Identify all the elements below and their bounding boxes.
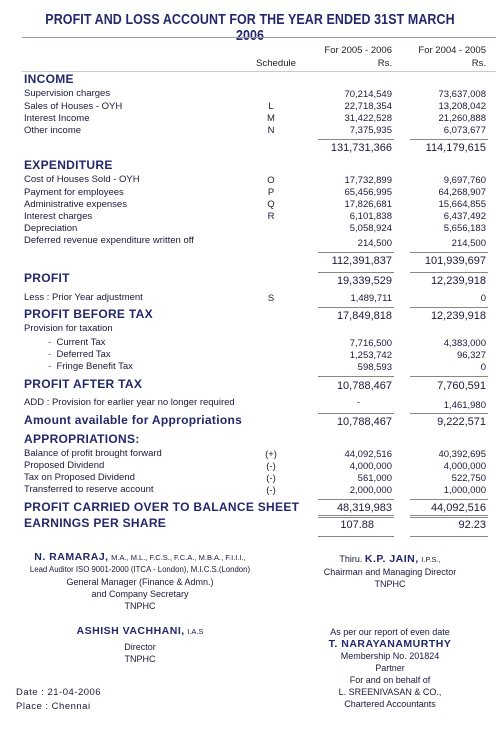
signatory-name: T. NARAYANAMURTHY bbox=[328, 638, 452, 650]
eps-y2: 92.23 bbox=[458, 519, 486, 531]
income-y1: 7,375,935 bbox=[349, 125, 392, 136]
prior-year-schedule: S bbox=[267, 293, 275, 304]
income-y2: 73,637,008 bbox=[438, 89, 486, 100]
provision-item-y2: 0 bbox=[480, 362, 486, 373]
expenditure-label: Depreciation bbox=[24, 223, 78, 234]
appropriation-y1: 2,000,000 bbox=[349, 485, 392, 496]
year2-header: For 2004 - 2005 bbox=[418, 45, 486, 56]
provision-label: Provision for taxation bbox=[24, 323, 113, 334]
expenditure-y1: 6,101,838 bbox=[349, 211, 392, 222]
income-total-rule bbox=[318, 139, 394, 140]
income-y2: 21,260,888 bbox=[438, 113, 486, 124]
appropriation-sign: (+) bbox=[265, 449, 277, 460]
profit-rule bbox=[318, 272, 394, 273]
expenditure-y2: 5,656,183 bbox=[443, 223, 486, 234]
add-provision-y1: - bbox=[356, 397, 360, 408]
signatory-line: Membership No. 201824 bbox=[340, 651, 440, 661]
signatory-line: TNPHC bbox=[124, 654, 156, 664]
signatory-name: ASHISH VACHHANI, bbox=[76, 625, 185, 637]
carried-heading: PROFIT CARRIED OVER TO BALANCE SHEET bbox=[24, 500, 300, 514]
prior-year-label: Less : Prior Year adjustment bbox=[24, 292, 143, 303]
appropriation-sign: (-) bbox=[266, 461, 276, 472]
signatory-quals: I.P.S., bbox=[421, 555, 441, 564]
pat-rule bbox=[410, 376, 488, 377]
appropriation-y1: 561,000 bbox=[357, 473, 392, 484]
available-heading: Amount available for Appropriations bbox=[24, 413, 243, 427]
income-schedule: L bbox=[268, 101, 274, 112]
income-total-y1: 131,731,366 bbox=[330, 142, 392, 154]
expenditure-y2: 6,437,492 bbox=[443, 211, 486, 222]
signatory-name: N. RAMARAJ, bbox=[34, 551, 109, 563]
add-provision-y2: 1,461,980 bbox=[443, 400, 486, 411]
header-top-rule bbox=[22, 37, 496, 38]
available-y2: 9,222,571 bbox=[437, 416, 486, 428]
signatory-quals: I.A.S bbox=[187, 627, 204, 636]
signatory-ramaraj bbox=[20, 551, 260, 612]
signatory-name: K.P. JAIN, bbox=[364, 553, 419, 565]
expenditure-y1: 5,058,924 bbox=[349, 223, 392, 234]
signatory-line: TNPHC bbox=[124, 601, 156, 611]
signatory-vachhani bbox=[60, 625, 220, 665]
expenditure-schedule: P bbox=[267, 187, 275, 198]
appropriation-y2: 40,392,695 bbox=[438, 449, 486, 460]
expenditure-y1: 65,456,995 bbox=[344, 187, 392, 198]
header-bottom-rule bbox=[22, 71, 496, 72]
provision-item-y1: 598,593 bbox=[357, 362, 392, 373]
pat-y1: 10,788,467 bbox=[336, 380, 392, 392]
pbt-rule bbox=[410, 307, 488, 308]
prior-year-y1: 1,489,711 bbox=[350, 293, 392, 304]
provision-item-y1: 7,716,500 bbox=[349, 338, 392, 349]
carried-y2: 44,092,516 bbox=[430, 502, 486, 514]
income-total-y2: 114,179,615 bbox=[425, 142, 486, 154]
signatory-quals: M.A., M.L., F.C.S., F.C.A., M.B.A., F.I.I.I., bbox=[111, 553, 246, 562]
appropriation-sign: (-) bbox=[266, 473, 276, 484]
signatory-auditor bbox=[300, 626, 480, 710]
pbt-y1: 17,849,818 bbox=[336, 310, 392, 322]
carried-y1: 48,319,983 bbox=[336, 502, 392, 514]
signatory-line: Partner bbox=[375, 663, 405, 673]
pat-y2: 7,760,591 bbox=[437, 380, 486, 392]
provision-item-label: - Fringe Benefit Tax bbox=[48, 361, 133, 372]
income-y1: 31,422,528 bbox=[344, 113, 392, 124]
income-y2: 6,073,677 bbox=[443, 125, 486, 136]
expenditure-schedule: O bbox=[267, 175, 275, 186]
income-schedule: N bbox=[267, 125, 275, 136]
year1-unit: Rs. bbox=[377, 58, 392, 69]
profit-heading: PROFIT bbox=[24, 271, 70, 285]
expenditure-total-rule bbox=[410, 252, 488, 253]
expenditure-heading: EXPENDITURE bbox=[24, 158, 113, 172]
expenditure-total-y2: 101,939,697 bbox=[424, 255, 486, 267]
eps-heading: EARNINGS PER SHARE bbox=[24, 516, 167, 530]
income-total-rule bbox=[410, 139, 488, 140]
signatory-jain bbox=[300, 553, 480, 590]
footer-date: Date : 21-04-2006 bbox=[16, 687, 102, 698]
income-label: Other income bbox=[24, 125, 82, 136]
available-rule bbox=[410, 413, 488, 414]
expenditure-total-rule bbox=[318, 252, 394, 253]
year2-unit: Rs. bbox=[471, 58, 486, 69]
profit-y1: 19,339,529 bbox=[336, 275, 392, 287]
pat-rule bbox=[318, 376, 394, 377]
appropriation-label: Transferred to reserve account bbox=[24, 484, 154, 495]
signatory-line: Chartered Accountants bbox=[344, 699, 436, 709]
appropriation-y2: 4,000,000 bbox=[443, 461, 486, 472]
eps-rule bbox=[410, 536, 488, 537]
footer-place: Place : Chennai bbox=[16, 701, 91, 712]
income-label: Sales of Houses - OYH bbox=[24, 101, 123, 112]
provision-item-y2: 4,383,000 bbox=[443, 338, 486, 349]
signatory-line: TNPHC bbox=[374, 579, 406, 589]
provision-item-y2: 96,327 bbox=[456, 350, 486, 361]
expenditure-schedule: R bbox=[267, 211, 275, 222]
income-heading: INCOME bbox=[24, 72, 74, 86]
income-y1: 70,214,549 bbox=[344, 89, 392, 100]
schedule-header: Schedule bbox=[256, 58, 297, 69]
carried-rule bbox=[318, 499, 394, 500]
provision-item-label: - Deferred Tax bbox=[48, 349, 111, 360]
signatory-line: L. SREENIVASAN & CO., bbox=[338, 687, 442, 697]
pbt-rule bbox=[318, 307, 394, 308]
income-y2: 13,208,042 bbox=[438, 101, 486, 112]
expenditure-y2: 9,697,760 bbox=[443, 175, 486, 186]
expenditure-total-y1: 112,391,837 bbox=[331, 255, 392, 267]
expenditure-label: Payment for employees bbox=[24, 187, 124, 198]
auditor-intro: As per our report of even date bbox=[330, 627, 450, 637]
signatory-line: Chairman and Managing Director bbox=[323, 567, 457, 577]
pbt-heading: PROFIT BEFORE TAX bbox=[24, 307, 153, 321]
appropriation-label: Proposed Dividend bbox=[24, 460, 105, 471]
expenditure-y1: 17,826,681 bbox=[344, 199, 392, 210]
signatory-line: and Company Secretary bbox=[91, 589, 189, 599]
expenditure-label: Cost of Houses Sold - OYH bbox=[24, 174, 140, 185]
signatory-line: Lead Auditor ISO 9001-2000 (ITCA - London), M.I.C.S.(London) bbox=[29, 565, 251, 574]
add-provision-label: ADD : Provision for earlier year no longer required bbox=[24, 397, 235, 408]
expenditure-label: Interest charges bbox=[24, 211, 93, 222]
provision-item-label: - Current Tax bbox=[48, 337, 106, 348]
expenditure-label: Administrative expenses bbox=[24, 199, 127, 210]
income-schedule: M bbox=[267, 113, 275, 124]
appropriation-y2: 1,000,000 bbox=[443, 485, 486, 496]
appropriations-heading: APPROPRIATIONS: bbox=[24, 432, 140, 446]
appropriation-y2: 522,750 bbox=[451, 473, 486, 484]
signatory-line: General Manager (Finance & Admn.) bbox=[66, 577, 214, 587]
income-label: Interest Income bbox=[24, 113, 90, 124]
expenditure-y2: 214,500 bbox=[451, 238, 486, 249]
income-label: Supervision charges bbox=[24, 88, 111, 99]
available-y1: 10,788,467 bbox=[336, 416, 392, 428]
signatory-line: For and on behalf of bbox=[349, 675, 431, 685]
expenditure-y2: 64,268,907 bbox=[438, 187, 486, 198]
page-title: PROFIT AND LOSS ACCOUNT FOR THE YEAR ENDED 31ST MARCH 2006 bbox=[45, 12, 455, 44]
appropriation-y1: 44,092,516 bbox=[344, 449, 392, 460]
expenditure-y1: 214,500 bbox=[357, 238, 392, 249]
prior-year-y2: 0 bbox=[480, 293, 486, 304]
pbt-y2: 12,239,918 bbox=[430, 310, 486, 322]
eps-y1: 107.88 bbox=[340, 519, 374, 531]
signatory-line: Director bbox=[124, 642, 156, 652]
pat-heading: PROFIT AFTER TAX bbox=[24, 377, 143, 391]
eps-rule bbox=[318, 536, 394, 537]
appropriation-sign: (-) bbox=[266, 485, 276, 496]
available-rule bbox=[318, 413, 394, 414]
carried-double-rule bbox=[318, 515, 394, 518]
provision-item-y1: 1,253,742 bbox=[349, 350, 392, 361]
profit-rule bbox=[410, 272, 488, 273]
appropriation-y1: 4,000,000 bbox=[349, 461, 392, 472]
year1-header: For 2005 - 2006 bbox=[324, 45, 392, 56]
carried-double-rule bbox=[410, 515, 488, 518]
appropriation-label: Balance of profit brought forward bbox=[24, 448, 162, 459]
income-y1: 22,718,354 bbox=[344, 101, 392, 112]
expenditure-y2: 15,664,855 bbox=[438, 199, 486, 210]
expenditure-y1: 17,732,899 bbox=[344, 175, 392, 186]
signatory-prefix: Thiru. bbox=[339, 554, 363, 564]
expenditure-label: Deferred revenue expenditure written off bbox=[24, 235, 194, 246]
appropriation-label: Tax on Proposed Dividend bbox=[24, 472, 135, 483]
expenditure-schedule: Q bbox=[267, 199, 275, 210]
profit-y2: 12,239,918 bbox=[430, 275, 486, 287]
carried-rule bbox=[410, 499, 488, 500]
